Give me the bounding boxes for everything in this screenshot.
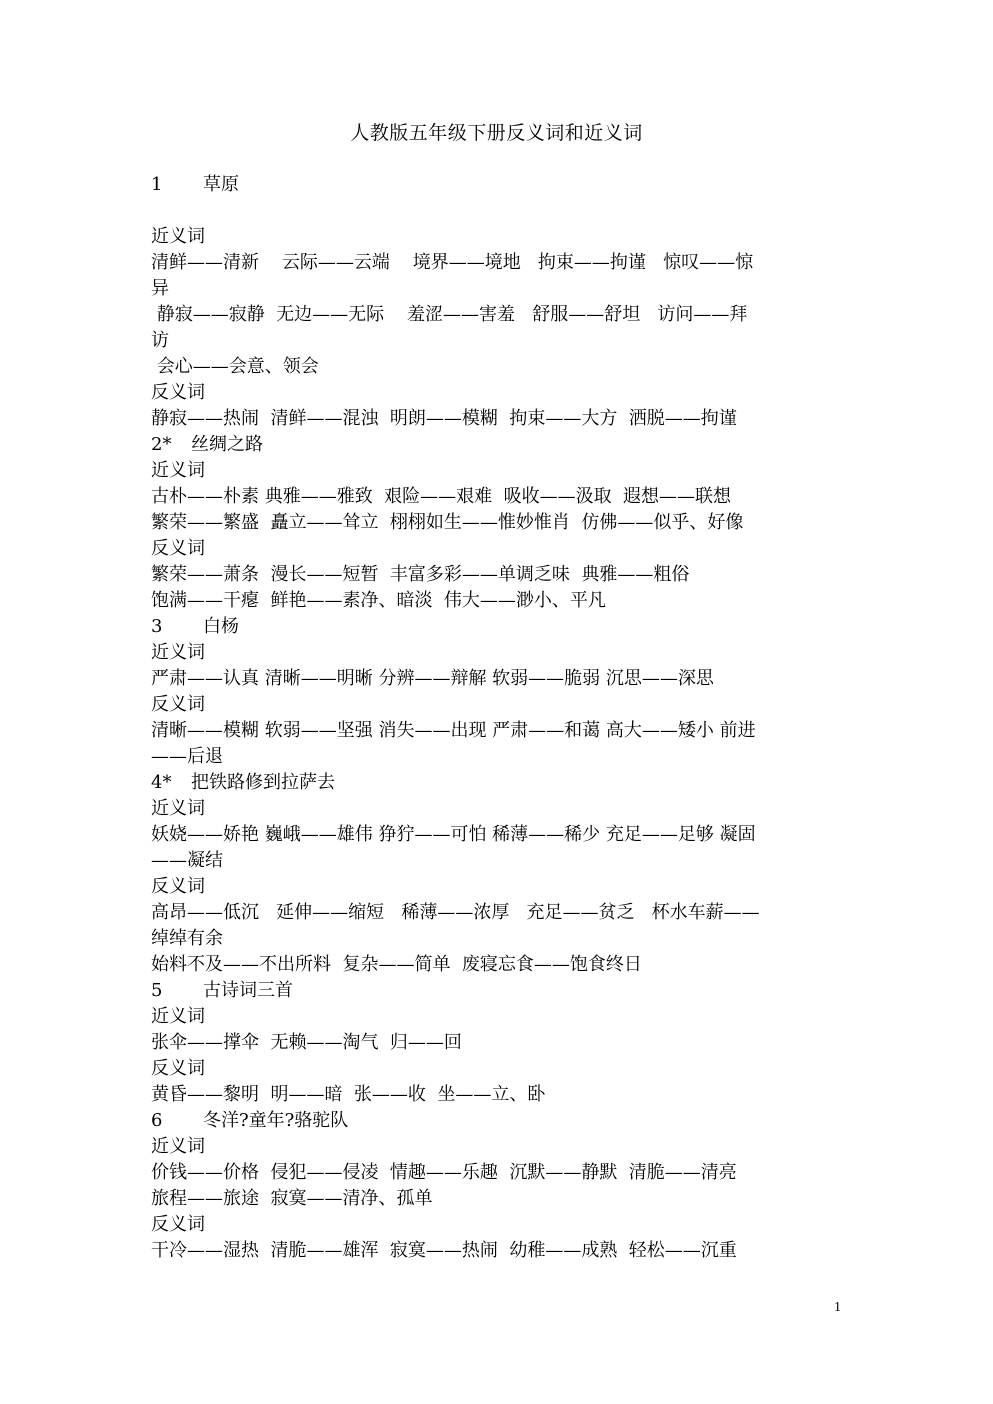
word-pair-line: 高昂——低沉 延伸——缩短 稀薄——浓厚 充足——贫乏 杯水车薪——: [151, 902, 760, 923]
lesson-number: 5: [151, 980, 163, 1001]
page-number: 1: [834, 1300, 841, 1315]
section-label: 反义词: [151, 1214, 205, 1235]
word-pair-line: 黄昏——黎明 明——暗 张——收 坐——立、卧: [151, 1084, 546, 1105]
word-pair-line: 旅程——旅途 寂寞——清净、孤单: [151, 1188, 433, 1209]
lesson-title: 白杨: [203, 616, 239, 637]
lesson-title: 草原: [203, 174, 239, 195]
section-label: 近义词: [151, 798, 205, 819]
lesson-title: 把铁路修到拉萨去: [191, 772, 335, 793]
section-label: 近义词: [151, 642, 205, 663]
lesson-number: 6: [151, 1110, 163, 1131]
lesson-number: 4*: [151, 772, 172, 793]
word-pair-line: ——凝结: [151, 850, 223, 871]
word-pair-line: 繁荣——繁盛 矗立——耸立 栩栩如生——惟妙惟肖 仿佛——似乎、好像: [151, 512, 744, 533]
lesson-title: 冬洋?童年?骆驼队: [203, 1110, 349, 1131]
word-pair-line: 绰绰有余: [151, 928, 223, 949]
word-pair-line: 静寂——寂静 无边——无际 羞涩——害羞 舒服——舒坦 访问——拜: [151, 304, 748, 325]
section-label: 反义词: [151, 694, 205, 715]
section-label: 近义词: [151, 1006, 205, 1027]
section-label: 反义词: [151, 538, 205, 559]
word-pair-line: 张伞——撑伞 无赖——淘气 归——回: [151, 1032, 462, 1053]
section-label: 反义词: [151, 1058, 205, 1079]
lesson-title: 丝绸之路: [191, 434, 263, 455]
word-pair-line: 始料不及——不出所料 复杂——简单 废寝忘食——饱食终日: [151, 954, 642, 975]
word-pair-line: 干冷——湿热 清脆——雄浑 寂寞——热闹 幼稚——成熟 轻松——沉重: [151, 1240, 737, 1261]
word-pair-line: 清晰——模糊 软弱——坚强 消失——出现 严肃——和蔼 高大——矮小 前进: [151, 720, 756, 741]
section-label: 近义词: [151, 1136, 205, 1157]
word-pair-line: 严肃——认真 清晰——明晰 分辨——辩解 软弱——脆弱 沉思——深思: [151, 668, 714, 689]
word-pair-line: 静寂——热闹 清鲜——混浊 明朗——模糊 拘束——大方 洒脱——拘谨: [151, 408, 737, 429]
lesson-heading: [151, 172, 846, 198]
lesson-title: 古诗词三首: [203, 980, 293, 1001]
section-label: 近义词: [151, 226, 205, 247]
lesson-heading: [151, 432, 846, 458]
document-body: [151, 172, 846, 1264]
word-pair-line: 饱满——干瘪 鲜艳——素净、暗淡 伟大——渺小、平凡: [151, 590, 606, 611]
word-pair-line: 妖娆——娇艳 巍峨——雄伟 狰狞——可怕 稀薄——稀少 充足——足够 凝固: [151, 824, 756, 845]
word-pair-line: 访: [151, 330, 169, 351]
lesson-heading: [151, 770, 846, 796]
word-pair-line: ——后退: [151, 746, 223, 767]
section-label: 反义词: [151, 876, 205, 897]
lesson-heading: [151, 1108, 846, 1134]
word-pair-line: 清鲜——清新 云际——云端 境界——境地 拘束——拘谨 惊叹——惊: [151, 252, 754, 273]
lesson-number: 3: [151, 616, 163, 637]
lesson-number: 2*: [151, 434, 172, 455]
lesson-heading: [151, 614, 846, 640]
section-label: 反义词: [151, 382, 205, 403]
blank-line: [151, 198, 846, 224]
word-pair-line: 会心——会意、领会: [151, 356, 319, 377]
word-pair-line: 异: [151, 278, 169, 299]
lesson-number: 1: [151, 174, 163, 195]
section-label: 近义词: [151, 460, 205, 481]
document-title: 人教版五年级下册反义词和近义词: [350, 122, 643, 144]
lesson-heading: [151, 978, 846, 1004]
word-pair-line: 价钱——价格 侵犯——侵凌 情趣——乐趣 沉默——静默 清脆——清亮: [151, 1162, 737, 1183]
word-pair-line: 繁荣——萧条 漫长——短暂 丰富多彩——单调乏味 典雅——粗俗: [151, 564, 690, 585]
word-pair-line: 古朴——朴素 典雅——雅致 艰险——艰难 吸收——汲取 遐想——联想: [151, 486, 732, 507]
